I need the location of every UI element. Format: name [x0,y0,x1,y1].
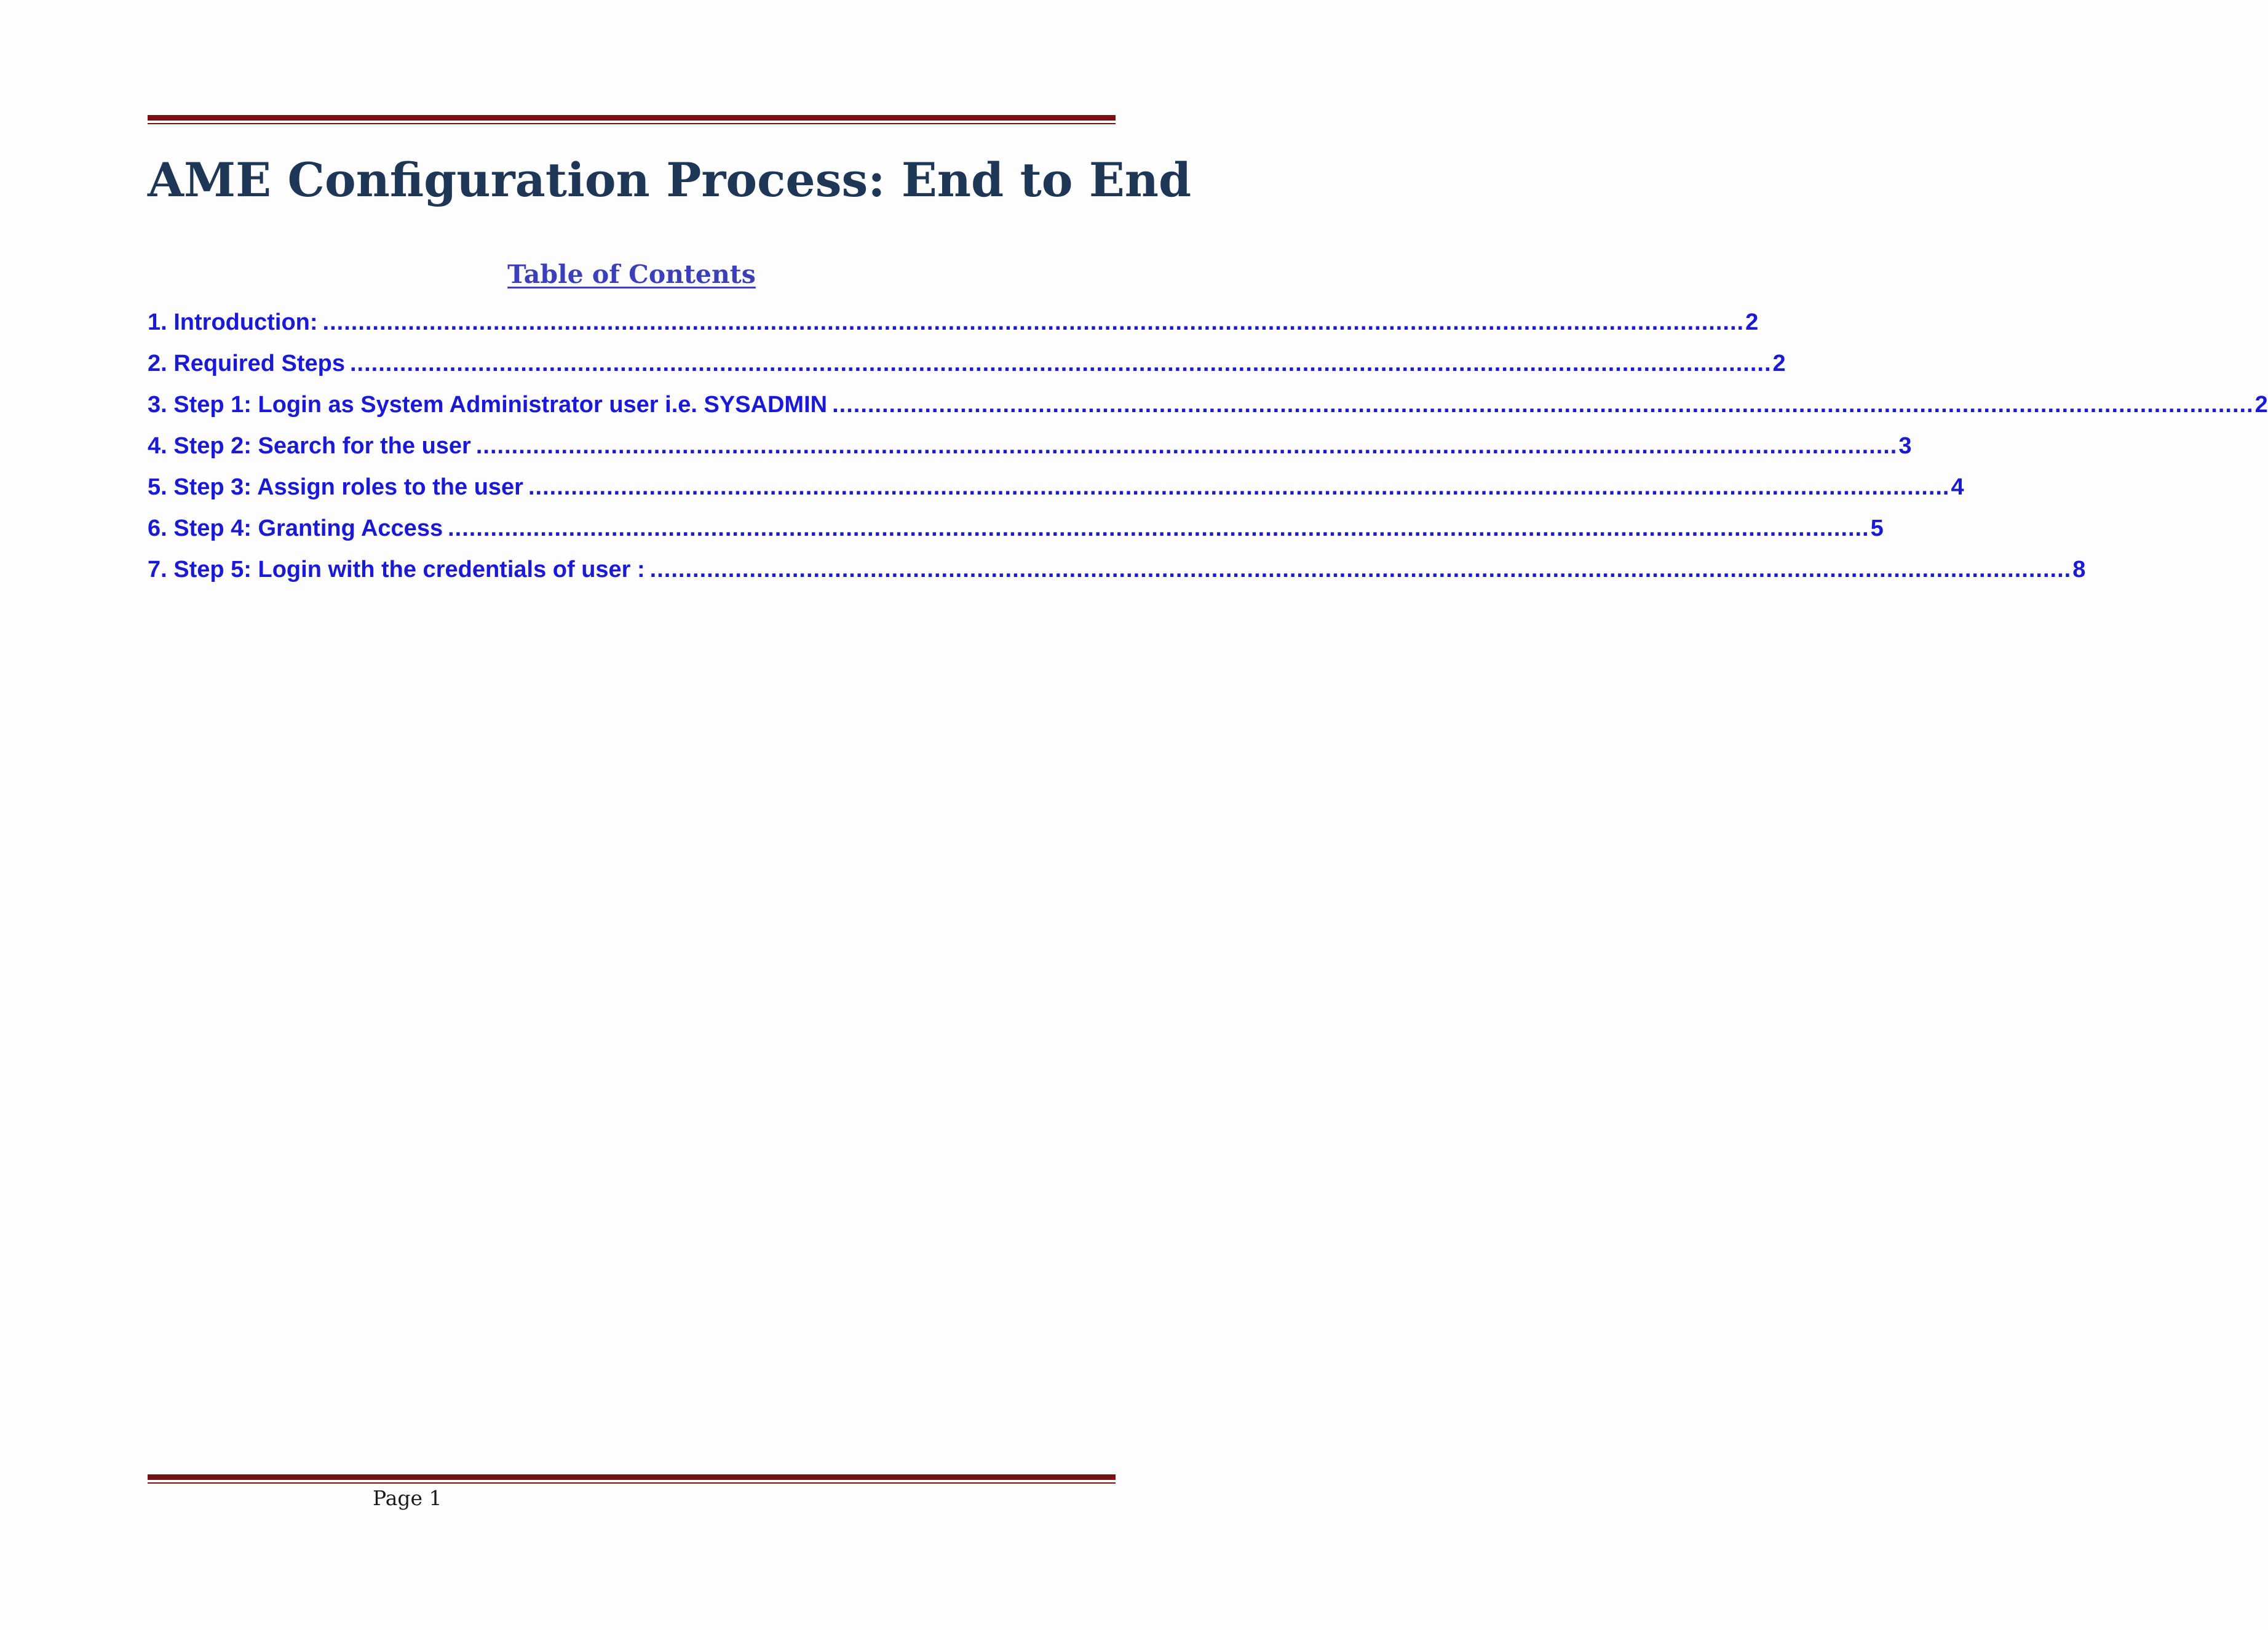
toc-dot-leader: ........................................................................................................................................................................................................ [322,309,1745,335]
header-rule [148,115,1116,124]
toc-dot-leader: ........................................................................................................................................................................................................ [349,351,1772,376]
toc-entry-label: 1. Introduction: [148,309,318,335]
footer-rule [148,1474,1116,1484]
toc-entry-page: 3 [1898,433,1912,459]
header-rule-thick [148,115,1116,121]
toc-entry-page: 8 [2072,557,2086,582]
toc-heading: Table of Contents [507,260,756,289]
toc-entry-label: 5. Step 3: Assign roles to the user [148,474,523,500]
toc-entry-page: 2 [1745,309,1759,335]
toc-entry-required-steps[interactable] [148,346,1786,388]
toc-dot-leader: ........................................................................................................................................................................................................ [475,433,1898,459]
toc-entry-page: 2 [1772,351,1786,376]
toc-entry-label: 4. Step 2: Search for the user [148,433,471,459]
toc-entry-step-4[interactable] [148,511,1884,552]
table-of-contents [148,305,2268,594]
toc-entry-introduction[interactable] [148,305,1759,346]
toc-entry-label: 6. Step 4: Granting Access [148,515,443,541]
toc-dot-leader: ........................................................................................................................................................................................................ [649,557,2072,582]
toc-entry-step-5[interactable] [148,552,2086,594]
toc-entry-page: 2 [2254,392,2268,418]
toc-dot-leader: ........................................................................................................................................................................................................ [528,474,1950,500]
toc-entry-step-3[interactable] [148,470,1964,511]
toc-dot-leader: ........................................................................................................................................................................................................ [832,392,2254,418]
toc-entry-page: 5 [1870,515,1884,541]
toc-dot-leader: ........................................................................................................................................................................................................ [448,515,1870,541]
toc-entry-label: 7. Step 5: Login with the credentials of user : [148,557,645,582]
toc-entry-step-2[interactable] [148,429,1912,470]
page-number: Page 1 [373,1486,442,1510]
toc-entry-label: 2. Required Steps [148,351,345,376]
toc-entry-step-1[interactable] [148,388,2268,429]
document-title: AME Configuration Process: End to End [148,153,1192,207]
footer-rule-thick [148,1474,1116,1480]
header-rule-thin [148,123,1116,124]
toc-entry-label: 3. Step 1: Login as System Administrator user i.e. SYSADMIN [148,392,828,418]
toc-entry-page: 4 [1951,474,1964,500]
footer-rule-thin [148,1482,1116,1484]
